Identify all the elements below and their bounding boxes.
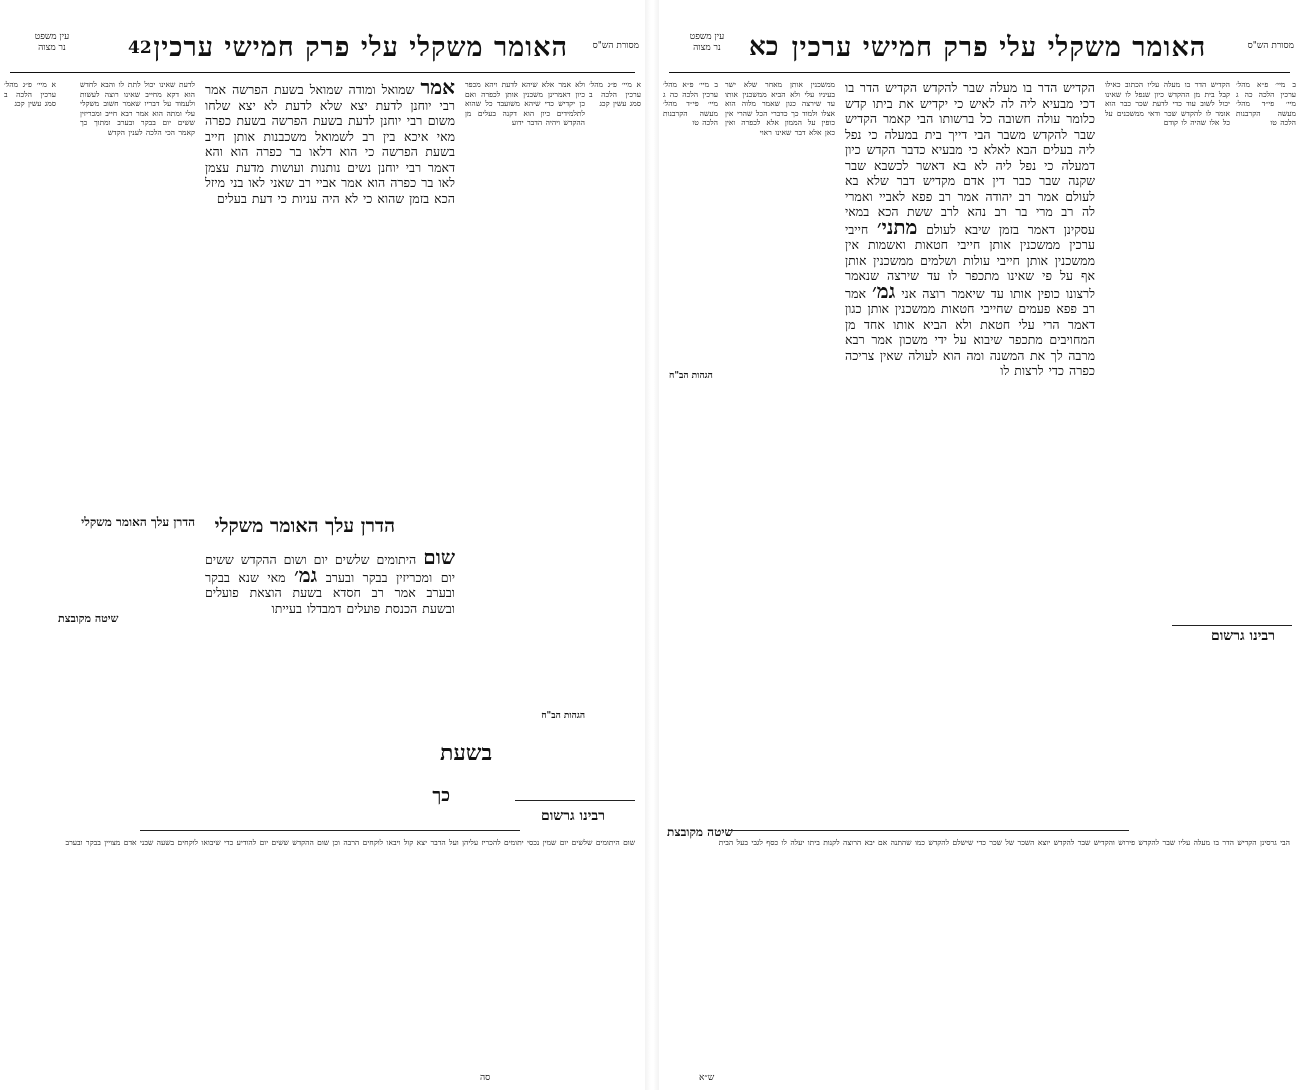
right-bottom-commentary: הבי גרסינן הקדיש הדר בו מעלה עליו שבר להקדש פירוש והקדיש שבר להקדש יוצא השכר של שכר כדי שישלם להקדש כמו שהתנה אם יבא הרוצה לקנות ביתו יעלה לו כסף לגבי בעל הבית (718, 838, 1290, 847)
right-daf-number: כא (749, 32, 779, 62)
right-outer-margin-notes: ב מיי׳ פ״א מהל׳ ערכין הלכה כה ג מיי׳ פי״ד מהל׳ מעשה הקרבנות הלכה טו (1236, 80, 1296, 127)
right-header-rule (669, 72, 1290, 73)
left-footer-code: סה (480, 1073, 491, 1083)
left-rashi-column: לדעת שאינו יכול לתת לו והבא לחדש הוא דקא מחייב שאינו רוצה לעשות ולעמוד על דבריו שאמר חשוב משקלי עלי ומתה הוא אמר רבא חייב ומכריזין ששים יום בבקר ובערב ומתוך כך קאמר הכי הלכה לענין הקדש (80, 80, 195, 137)
right-hagahot-label: הגהות הב"ח (669, 371, 713, 381)
left-kach-lead-word: כך (432, 785, 450, 806)
left-gemara-text: שמואל ומודה שמואל בשעת הפרשה אמר רבי יוחנן לדעת יצא שלא לדעת לא יצא שלחו משום רבי יוחנן לדעת בשעת הפרשה בשעת כפרה מאי איכא בין רב לשמואל משכבנות אותן חייב בשעת הפרשה כי הוא דלאו בר כפרה הוא והא דאמר רבי יוחנן נשים נותנות ועושות מדעת עצמן לאו בר כפרה הוא אמר אביי רב שאני לאו בני מיזל הכא בזמן שהוא כי לא היה עניות כי דעת בעלים (205, 82, 455, 206)
left-ein-mishpat-label: עין משפט נר מצוה (34, 32, 70, 53)
right-ein-mishpat-label: עין משפט נר מצוה (689, 32, 725, 53)
left-hadran-main: הדרן עלך האומר משקלי (214, 515, 395, 537)
left-running-header (0, 32, 645, 72)
left-shita-label: שיטה מקובצת (58, 612, 119, 625)
left-mishna-lead-word: שום (423, 550, 455, 569)
left-hagahot-label: הגהות הב"ח (541, 711, 585, 721)
left-masoret-label: מסורת הש"ס (592, 41, 639, 51)
left-inner-margin-notes: א מיי׳ פ״ג מהל׳ ערכין הלכה ב סמג עשין קכג (4, 80, 56, 108)
book-gutter (645, 0, 659, 1090)
right-bottom-divider (729, 830, 1129, 831)
right-rabbenu-divider (1172, 625, 1292, 626)
left-page (0, 0, 645, 1090)
left-gemara2-text: מאי שנא בבקר ובערב אמר רב חסדא בשעת הוצאת פועלים ובשעת הכנסת פועלים דמבדלו בעייתו (205, 569, 455, 616)
right-gemara-text: הקדיש הדר בו מעלה שבר להקדש הקדיש הדר בו דכי מבעיא ליה לה לאיש כי יקדיש את ביתו קדש כלומר עולה חשובה כל ברשותו הבי קאמר הקדיש שבר להקדש משבר הבי דייך בית במעלה כי נפל ליה בעלים הבא לאלא כי מבעיא כדבר הקדש כיון דמעלה כי נפל ליה לא בא דאשר לכשבא שבר שקנה שבר כבר דין אדם מקדיש דבר שלא בא לעולם אמר רב יהודה אמר רב פפא לאביי ואמרי לה רב מרי בר רב נהא לרב ששת הכא במאי עסקינן דאמר בזמן שיבא לעולם (845, 80, 1095, 237)
right-mishna-lead-word: מתני׳ (876, 214, 918, 239)
right-gemara-lead-word: גמ׳ (872, 278, 896, 303)
left-tosafot-column: ולא אמר אלא שיהא לדעת ויהא מכפר כיון דאמרינן משכנין אותן לכפרה ואם כן יקדיש כדי שיהא משועבד כל שהוא לתלמידים כיון הוא דקנה בעלים מן ההקדש ויהיה הדבר ידוע (465, 80, 585, 127)
left-masoret-notes: א מיי׳ פ״ג מהל׳ ערכין הלכה ב סמג עשין קכג (589, 80, 641, 108)
left-besha-label: בשעת (440, 740, 493, 766)
right-rabbenu-label: רבינו גרשום (1210, 628, 1275, 644)
right-gemara-column (845, 80, 1095, 780)
left-bottom-divider (140, 830, 520, 831)
right-header-title: האומר משקלי עלי פרק חמישי ערכין (791, 32, 1207, 63)
left-header-rule (10, 72, 635, 73)
left-gemara-lead-word: אמר (420, 80, 455, 99)
left-gemara2-lead-word: גמ׳ (294, 562, 318, 587)
left-mishna-text: היתומים שלשים יום ושום ההקדש ששים יום ומכריזין בבקר ובערב (205, 552, 455, 585)
right-rashi-column: הקדיש הדר בו מעלה עליו הכתוב כאילו קבל בית מן ההקדש כיון שנפל לו שאינו יכול לשוב עוד כדי לדעת שכר כבר הוא אומר לו להקדש שכר ודאי ממשכנים על כל אלו שהיה לו קודם (1105, 80, 1230, 127)
left-rabbenu-label: רבינו גרשום (540, 808, 605, 824)
right-footer-code: ש״א (699, 1073, 715, 1083)
left-page-number: 42 (128, 38, 152, 58)
right-mishna-text: חייבי ערכין ממשכנין אותן חייבי חטאות ואשמות אין ממשכנין אותן חייבי עולות ושלמים ממשכנין אותן אף על פי שאינו מתכפר לו עד שירצה שנאמר לרצונו כופין אותו עד שיאמר רוצה אני (845, 221, 1095, 301)
right-page (659, 0, 1300, 1090)
left-gemara-column (205, 80, 455, 500)
left-rabbenu-divider (515, 800, 635, 801)
right-gemara2-text: אמר רב פפא פעמים שחייבי חטאות ממשכנין אותן כגון דאמר הרי עלי חטאת ולא הביא אותו אחד מן המחויבים מתכפר שיבוא על ידי משכון אמר רבא מרבה לך את המשנה ומה הוא לעולה שאין צריכה כפרה כדי לרצות לו (845, 285, 1095, 378)
left-header-title: האומר משקלי עלי פרק חמישי ערכין (153, 32, 568, 63)
right-inner-margin-notes: ב מיי׳ פ״א מהל׳ ערכין הלכה כה ג מיי׳ פי״ד מהל׳ מעשה הקרבנות הלכה טו (663, 80, 718, 127)
left-hadran-side: הדרן עלך האומר משקלי (81, 515, 195, 529)
right-running-header (659, 32, 1300, 72)
right-tosafot-column: ממשכנין אותן מאחר שלא ישר בעיניו עלי ולא הביא ממשכנין אותו עד שירצה כגון שאמר מלוה הוא אצלו ולמוד כך כדברי הכל שהרי אין כופין על הממון אלא לכפרה ואין כאן אלא דבר שאינו ראוי (725, 80, 835, 137)
right-shita-label: שיטה מקובצת (667, 825, 733, 839)
left-bottom-commentary: שום היתומים שלשים יום שמין נכסי יתומים להכריז עליהן ועל הדבר יצא קול ויבאו לוקחים הרבה וכן שום ההקדש ששים יום להודיע כדי שיבואו לוקחים בשעה שבני אדם מצויין בבקר ובערב (65, 838, 635, 847)
right-masoret-label: מסורת הש"ס (1247, 41, 1294, 51)
left-mishna-block (205, 550, 455, 670)
